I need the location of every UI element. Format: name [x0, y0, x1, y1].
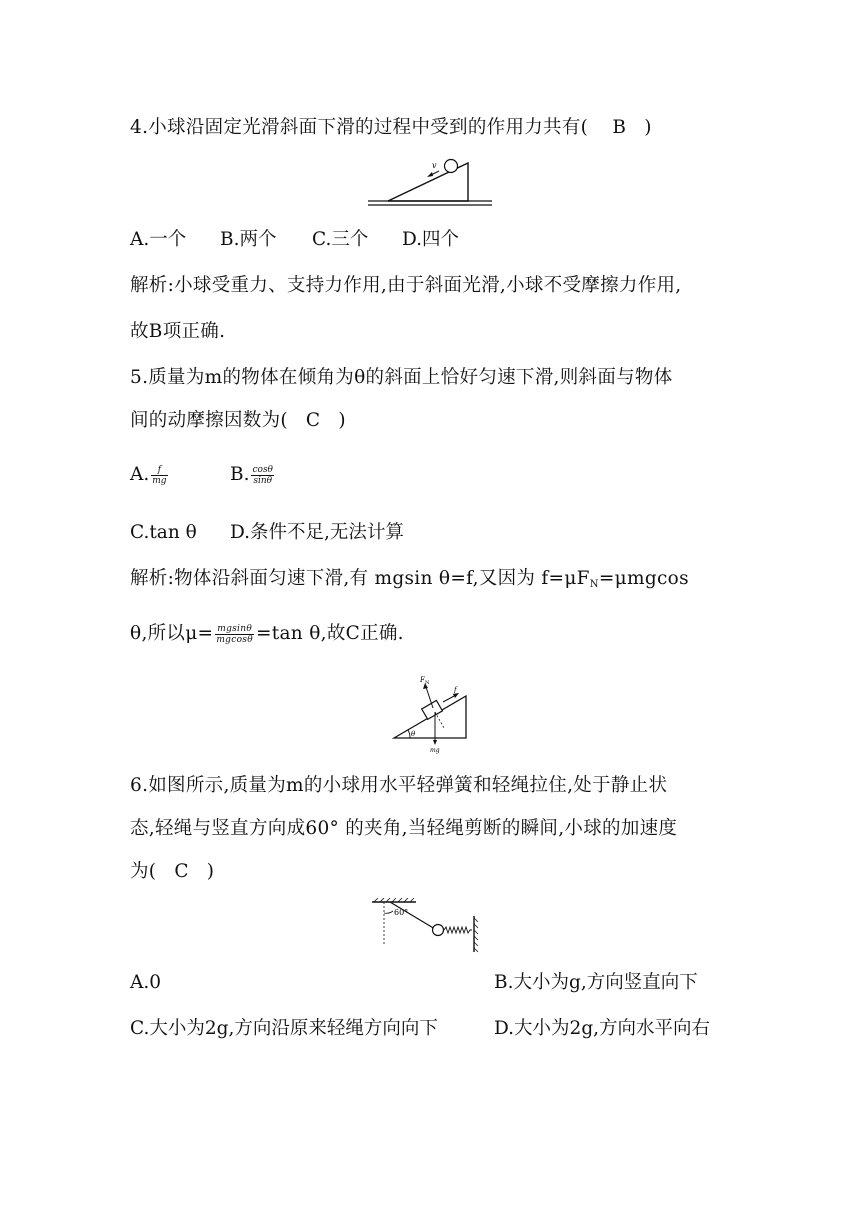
- q6-stem-line3: [130, 860, 214, 884]
- q5-option-b-prefix: B.: [230, 464, 250, 485]
- q5-option-c: C.tan θ: [130, 522, 197, 543]
- q4-option-a: A.一个: [130, 229, 187, 250]
- q5-option-b-denominator: sinθ: [253, 475, 273, 486]
- q6-answer: C: [174, 861, 189, 882]
- q6-close-paren: ): [206, 861, 215, 882]
- q6-fig-angle-label: 60°: [394, 908, 409, 917]
- q4-stem-text: 4.小球沿固定光滑斜面下滑的过程中受到的作用力共有(: [130, 117, 589, 138]
- q5-analysis-line2-a: θ,所以μ=: [130, 623, 214, 644]
- q5-fig-label-theta: θ: [411, 730, 416, 738]
- q4-option-c: C.三个: [312, 229, 369, 250]
- q5-stem-line1: 5.质量为m的物体在倾角为θ的斜面上恰好匀速下滑,则斜面与物体: [130, 367, 673, 388]
- q4-close-paren: ): [644, 117, 652, 138]
- q5-stem-line2-text: 间的动摩擦因数为(: [130, 410, 288, 431]
- q5-analysis-subscript-n: N: [589, 579, 599, 590]
- q5-stem-line2: [130, 409, 346, 433]
- q6-option-a: A.0: [130, 972, 162, 993]
- q5-fig-label-fn: F: [420, 676, 425, 684]
- q5-fig-label-mg: mg: [430, 747, 440, 754]
- q6-stem-line2: 态,轻绳与竖直方向成60° 的夹角,当轻绳剪断的瞬间,小球的加速度: [130, 818, 678, 839]
- q5-analysis-line2-b: =tan θ,故C正确.: [255, 623, 404, 644]
- q5-force-diagram: [390, 672, 474, 754]
- q4-analysis-line2: 故B项正确.: [130, 321, 226, 342]
- q5-option-b-numerator: cosθ: [252, 464, 273, 475]
- q5-analysis-line1-b: =μmgcos: [598, 568, 689, 589]
- q6-stem-line3-text: 为(: [130, 861, 157, 882]
- q5-fig-label-fn-sub: N: [425, 680, 430, 686]
- q6-spring-rope-figure: [370, 898, 492, 954]
- q4-incline-figure: [366, 155, 494, 207]
- q5-analysis-line1: [130, 567, 689, 597]
- q5-analysis-line1-a: 解析:物体沿斜面匀速下滑,有 mgsin θ=f,又因为 f=μF: [130, 568, 590, 589]
- q4-fig-label-v: v: [432, 161, 437, 170]
- q5-option-a-numerator: f: [151, 465, 167, 476]
- q4-answer: B: [612, 117, 627, 138]
- q5-option-d: D.条件不足,无法计算: [230, 522, 404, 543]
- q5-close-paren: ): [338, 410, 346, 431]
- q5-option-a-fraction: [151, 465, 167, 486]
- q5-fig-label-f: f: [454, 686, 457, 694]
- q5-analysis-line2: [130, 622, 404, 646]
- q5-option-a-prefix: A.: [130, 464, 150, 485]
- q5-answer: C: [305, 410, 321, 431]
- q4-option-d: D.四个: [402, 229, 460, 250]
- q5-analysis-fraction-numerator: mgsinθ: [217, 623, 253, 634]
- q6-option-c: C.大小为2g,方向沿原来轻绳方向向下: [130, 1018, 438, 1039]
- q5-option-a: [130, 463, 170, 487]
- q6-option-d: D.大小为2g,方向水平向右: [494, 1018, 711, 1039]
- q5-analysis-fraction: [215, 624, 254, 645]
- q5-option-b: [230, 463, 276, 487]
- q5-option-a-denominator: mg: [152, 475, 167, 486]
- q4-stem: [130, 116, 652, 140]
- q4-analysis-line1: 解析:小球受重力、支持力作用,由于斜面光滑,小球不受摩擦力作用,: [130, 275, 682, 296]
- q6-option-b: B.大小为g,方向竖直向下: [494, 972, 698, 993]
- q5-option-b-fraction: [251, 465, 274, 486]
- q6-stem-line1: 6.如图所示,质量为m的小球用水平轻弹簧和轻绳拉住,处于静止状: [130, 775, 668, 796]
- q4-option-b: B.两个: [220, 229, 277, 250]
- q5-analysis-fraction-denominator: mgcosθ: [216, 634, 253, 645]
